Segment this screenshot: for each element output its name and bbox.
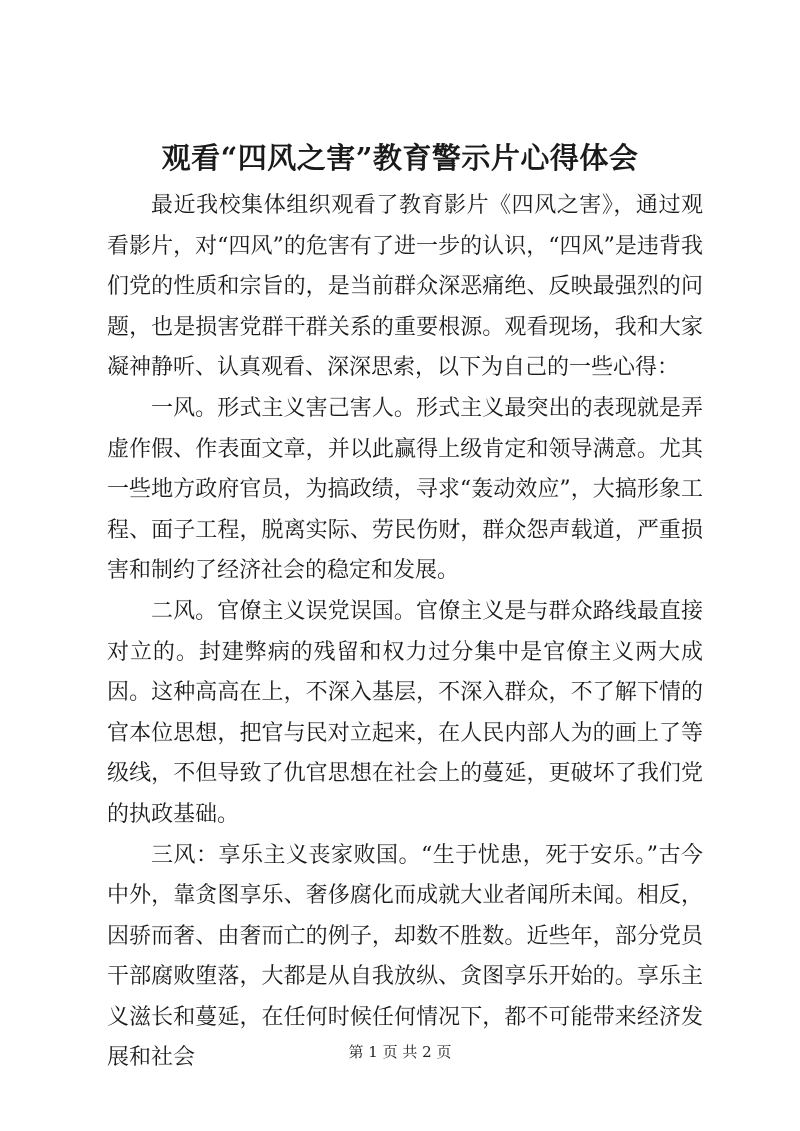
paragraph-hedonism: 三风：享乐主义丧家败国。“生于忧患，死于安乐。”古今中外，靠贪图享乐、奢侈腐化而成就大业者闻所未闻。相反，因骄而奢、由奢而亡的例子，却数不胜数。近些年，部分党员干部腐败堕落，大都是从自我放纵、贪图享乐开始的。享乐主义滋长和蔓延，在任何时候任何情况下，都不可能带来经济发展和社会 (107, 842, 703, 1071)
document-body (107, 186, 703, 1079)
paragraph-bureaucratism: 二风。官僚主义误党误国。官僚主义是与群众路线最直接对立的。封建弊病的残留和权力过分集中是官僚主义两大成因。这种高高在上，不深入基层，不深入群众，不了解下情的官本位思想，把官与民对立起来，在人民内部人为的画上了等级线，不但导致了仇官思想在社会上的蔓延，更破坏了我们党的执政基础。 (107, 598, 703, 827)
document-title: 观看“四风之害”教育警示片心得体会 (161, 141, 639, 175)
paragraph-intro: 最近我校集体组织观看了教育影片《四风之害》，通过观看影片，对“四风”的危害有了进一步的认识，“四风”是违背我们党的性质和宗旨的，是当前群众深恶痛绝、反映最强烈的问题，也是损害党群干群关系的重要根源。观看现场，我和大家凝神静听、认真观看、深深思索，以下为自己的一些心得： (107, 193, 703, 381)
paragraph-formalism: 一风。形式主义害己害人。形式主义最突出的表现就是弄虚作假、作表面文章，并以此赢得上级肯定和领导满意。尤其一些地方政府官员，为搞政绩，寻求“轰动效应”，大搞形象工程、面子工程，脱离实际、劳民伤财，群众怨声载道，严重损害和制约了经济社会的稳定和发展。 (107, 395, 703, 584)
page-footer: 第 1 页 共 2 页 (348, 1043, 452, 1061)
